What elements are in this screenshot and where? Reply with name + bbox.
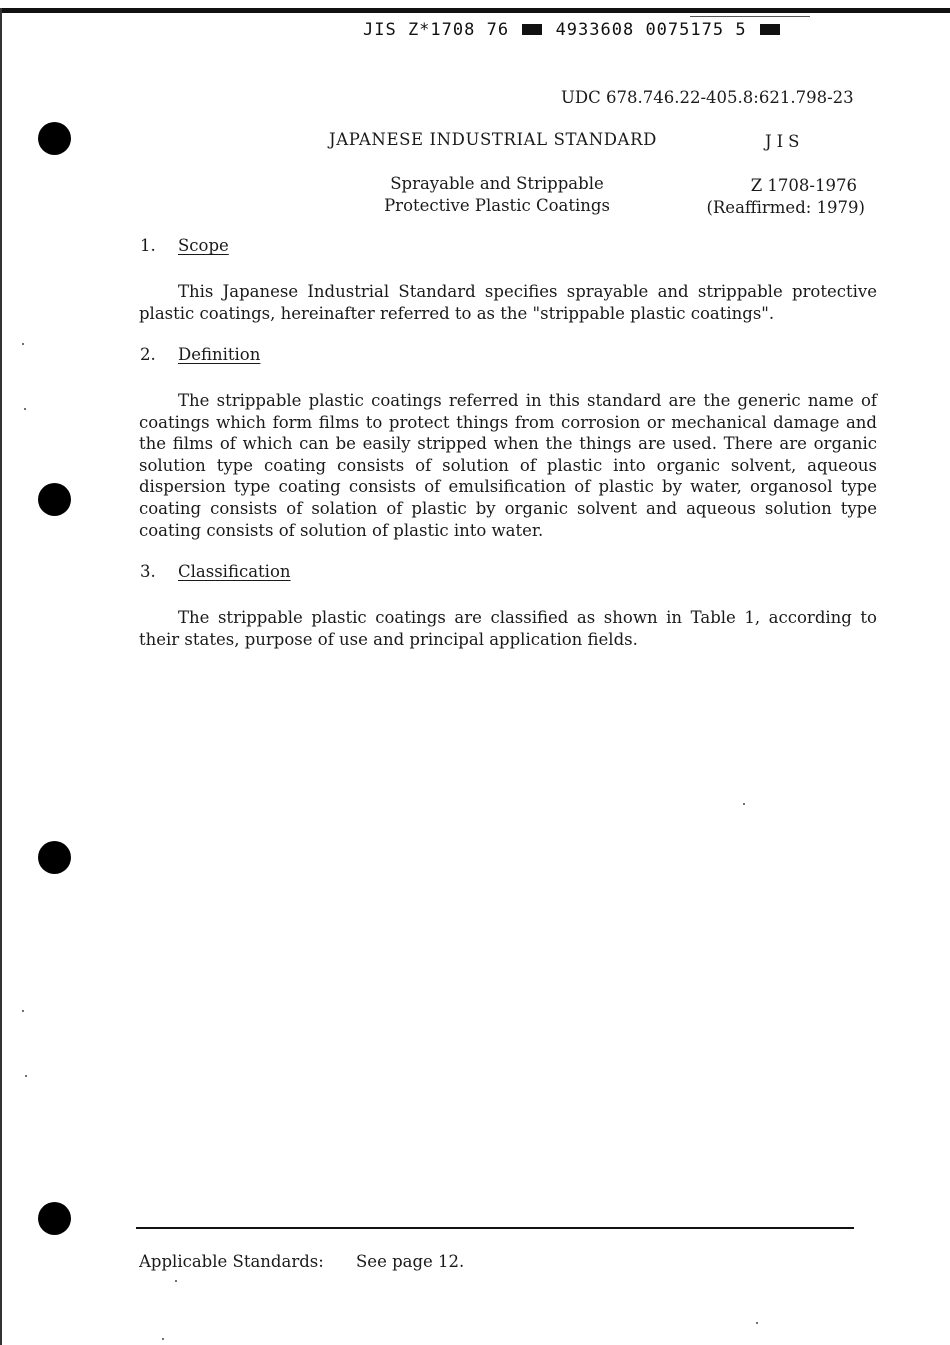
section-number: 2. <box>140 345 156 364</box>
applicable-standards-value: See page 12. <box>356 1252 465 1271</box>
section-number: 1. <box>140 236 156 255</box>
section-heading-scope: Scope <box>178 236 229 255</box>
stamp-rule <box>690 16 810 17</box>
scan-speck <box>162 1338 164 1340</box>
jis-mark: JIS <box>765 132 805 151</box>
stamp-block-mark <box>760 24 780 35</box>
document-stamp <box>363 20 782 40</box>
top-border-rule <box>0 8 950 13</box>
applicable-standards-label: Applicable Standards: <box>139 1252 324 1271</box>
punch-hole <box>38 483 71 516</box>
document-title <box>377 173 617 217</box>
standard-number-block <box>700 175 865 219</box>
standard-title: JAPANESE INDUSTRIAL STANDARD <box>329 130 657 149</box>
udc-number: UDC 678.746.22-405.8:621.798-23 <box>561 88 854 107</box>
section-body-classification: The strippable plastic coatings are classified as shown in Table 1, according to their states, purpose of use and principal application fields. <box>139 608 877 649</box>
left-border-rule <box>0 8 2 1345</box>
standard-number: Z 1708-1976 <box>750 176 857 195</box>
stamp-block-mark <box>522 24 542 35</box>
section-body-definition: The strippable plastic coatings referred in this standard are the generic name of coatings which form films to protect things from corrosion or mechanical damage and the films of which can be easily stripped when the things are used. There are organic solution type coating consists of solution of plastic into organic solvent, aqueous dispersion type coating consists of emulsification of plastic by water, organosol type coating consists of solation of plastic by organic solvent and aqueous solution type coating consists of solution of plastic into water. <box>139 391 877 540</box>
scan-speck <box>756 1322 758 1324</box>
stamp-serial: 4933608 0075175 5 <box>555 20 747 40</box>
footnote-rule <box>136 1227 854 1229</box>
scan-speck <box>175 1280 177 1282</box>
section-number: 3. <box>140 562 156 581</box>
scan-speck <box>22 343 24 345</box>
scan-speck <box>22 1010 24 1012</box>
reaffirmed-date: (Reaffirmed: 1979) <box>706 198 865 217</box>
punch-hole <box>38 122 71 155</box>
punch-hole <box>38 1202 71 1235</box>
document-title-line: Protective Plastic Coatings <box>384 196 610 215</box>
document-title-line: Sprayable and Strippable <box>390 174 604 193</box>
scan-speck <box>24 408 26 410</box>
section-heading-classification: Classification <box>178 562 291 581</box>
section-body-scope: This Japanese Industrial Standard specifies sprayable and strippable protective plastic coatings, hereinafter referred to as the "strippable plastic coatings". <box>139 282 877 323</box>
section-heading-definition: Definition <box>178 345 261 364</box>
punch-hole <box>38 841 71 874</box>
scan-speck <box>743 803 745 805</box>
stamp-code: JIS Z*1708 76 <box>363 20 510 40</box>
scan-speck <box>25 1075 27 1077</box>
